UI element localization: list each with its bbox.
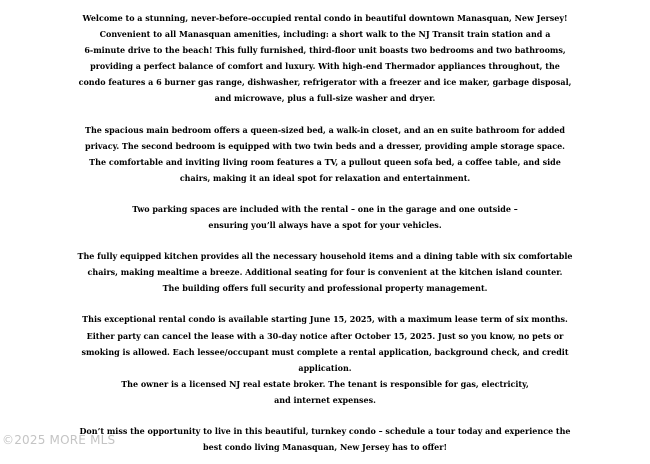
text-line: ensuring you’ll always have a spot for your vehicles.: [208, 220, 442, 231]
listing-description: [0, 10, 650, 455]
text-line: and microwave, plus a full-size washer and dryer.: [214, 93, 436, 104]
paragraph-kitchen: [0, 248, 650, 296]
text-line: Convenient to all Manasquan amenities, including: a short walk to the NJ Transit train station and a: [99, 29, 551, 40]
text-line: and internet expenses.: [274, 394, 376, 405]
text-line: privacy. The second bedroom is equipped with two twin beds and a dresser, providing ample storage space.: [85, 140, 565, 151]
paragraph-bedrooms: [0, 122, 650, 186]
text-line: chairs, making it an ideal spot for relaxation and entertainment.: [179, 172, 471, 183]
text-line: The comfortable and inviting living room features a TV, a pullout queen sofa bed, a coffee table, and side: [89, 156, 561, 167]
text-line: The building offers full security and professional property management.: [162, 283, 488, 294]
text-line: This exceptional rental condo is available starting June 15, 2025, with a maximum lease term of six months.: [82, 314, 568, 325]
paragraph-owner: [0, 376, 650, 408]
text-line: smoking is allowed. Each lessee/occupant must complete a rental application, background check, and credit: [81, 346, 569, 357]
text-line: The fully equipped kitchen provides all the necessary household items and a dining table with six comfortable: [77, 251, 573, 262]
mls-watermark: ©2025 MORE MLS: [2, 433, 116, 447]
text-line: condo features a 6 burner gas range, dishwasher, refrigerator with a freezer and ice maker, garbage disposal,: [78, 77, 572, 88]
text-line: Don’t miss the opportunity to live in this beautiful, turnkey condo – schedule a tour today and experience the: [79, 425, 571, 436]
text-line: Welcome to a stunning, never-before-occupied rental condo in beautiful downtown Manasquan, New Jersey!: [82, 13, 568, 23]
paragraph-parking: [0, 201, 650, 233]
text-line: providing a perfect balance of comfort and luxury. With high-end Thermador appliances throughout, the: [90, 61, 560, 72]
text-line: Either party can cancel the lease with a 30-day notice after October 15, 2025. Just so you know, no pets or: [86, 330, 564, 341]
text-line: 6-minute drive to the beach! This fully furnished, third-floor unit boasts two bedrooms and two bathrooms,: [84, 45, 566, 56]
text-line: best condo living Manasquan, New Jersey has to offer!: [203, 442, 447, 453]
text-line: application.: [298, 362, 352, 373]
paragraph-lease-terms: [0, 311, 650, 375]
text-line: Two parking spaces are included with the rental – one in the garage and one outside –: [132, 203, 518, 214]
text-line: chairs, making mealtime a breeze. Additional seating for four is convenient at the kitchen island counter.: [87, 267, 563, 278]
text-line: The spacious main bedroom offers a queen-sized bed, a walk-in closet, and an en suite bathroom for added: [85, 124, 565, 135]
paragraph-intro: [0, 10, 650, 107]
text-line: The owner is a licensed NJ real estate broker. The tenant is responsible for gas, electricity,: [121, 378, 529, 389]
